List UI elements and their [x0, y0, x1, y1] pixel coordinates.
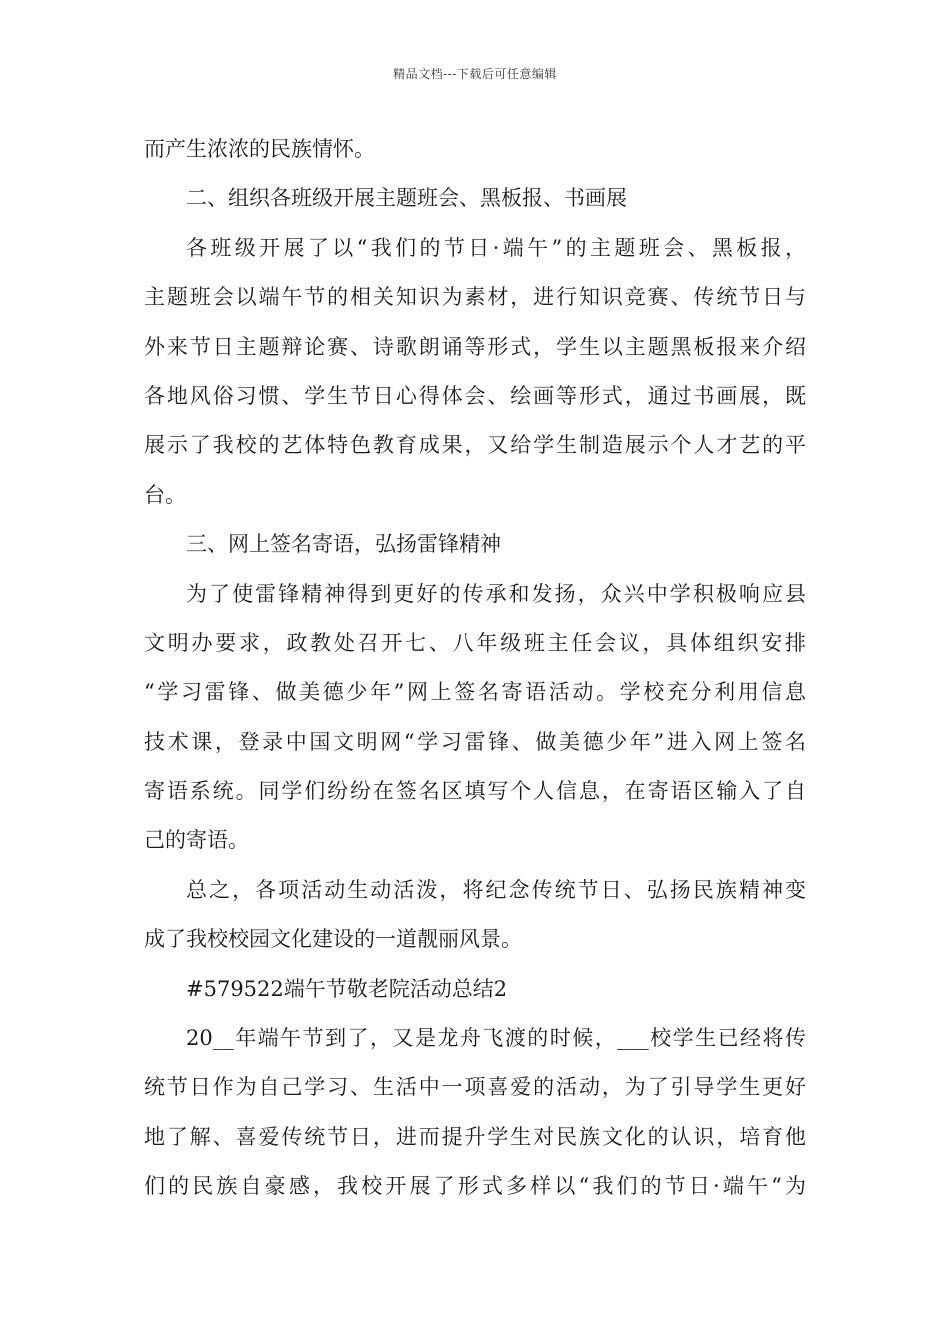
text-line: 寄语系统。同学们纷纷在签名区填写个人信息，在寄语区输入了自: [144, 779, 806, 804]
text-line: 主题班会以端午节的相关知识为素材，进行知识竞赛、传统节日与: [144, 285, 806, 310]
text-line: 成了我校校园文化建设的一道靓丽风景。: [144, 927, 522, 952]
text-line: 文明办要求，政教处召开七、八年级班主任会议，具体组织安排: [144, 630, 806, 655]
document-body: [144, 125, 806, 1212]
text-line: 为了使雷锋精神得到更好的传承和发扬，众兴中学积极响应县: [186, 581, 806, 606]
text-line: 各班级开展了以“我们的节日·端午”的主题班会、黑板报，: [186, 235, 806, 260]
text-line: 总之，各项活动生动活泼，将纪念传统节日、弘扬民族精神变: [186, 877, 806, 902]
text-line: 技术课，登录中国文明网“学习雷锋、做美德少年”进入网上签名: [144, 729, 806, 754]
text-line: 们的民族自豪感，我校开展了形式多样以“我们的节日·端午“为: [144, 1174, 806, 1199]
text-line: 统节日作为自己学习、生活中一项喜爱的活动，为了引导学生更好: [144, 1075, 806, 1100]
text-line: 己的寄语。: [144, 828, 249, 853]
text-line: 展示了我校的艺体特色教育成果，又给学生制造展示个人才艺的平: [144, 433, 806, 458]
text-line: 各地风俗习惯、学生节日心得体会、绘画等形式，通过书画展，既: [144, 383, 806, 408]
text-line: 外来节日主题辩论赛、诗歌朗诵等形式，学生以主题黑板报来介绍: [144, 334, 806, 359]
text-line: “学习雷锋、做美德少年”网上签名寄语活动。学校充分利用信息: [144, 680, 806, 705]
text-line: 20__年端午节到了，又是龙舟飞渡的时候，___校学生已经将传: [186, 1026, 806, 1051]
text-line: 台。: [144, 482, 186, 507]
section-heading-3: 三、网上签名寄语，弘扬雷锋精神: [186, 532, 501, 557]
text-line: 而产生浓浓的民族情怀。: [144, 137, 375, 161]
text-line: 地了解、喜爱传统节日，进而提升学生对民族文化的认识，培育他: [144, 1124, 806, 1149]
article-title: #579522端午节敬老院活动总结2: [186, 976, 508, 1001]
page-header: 精品文档---下载后可任意编辑: [393, 67, 557, 81]
section-heading-2: 二、组织各班级开展主题班会、黑板报、书画展: [186, 186, 627, 211]
